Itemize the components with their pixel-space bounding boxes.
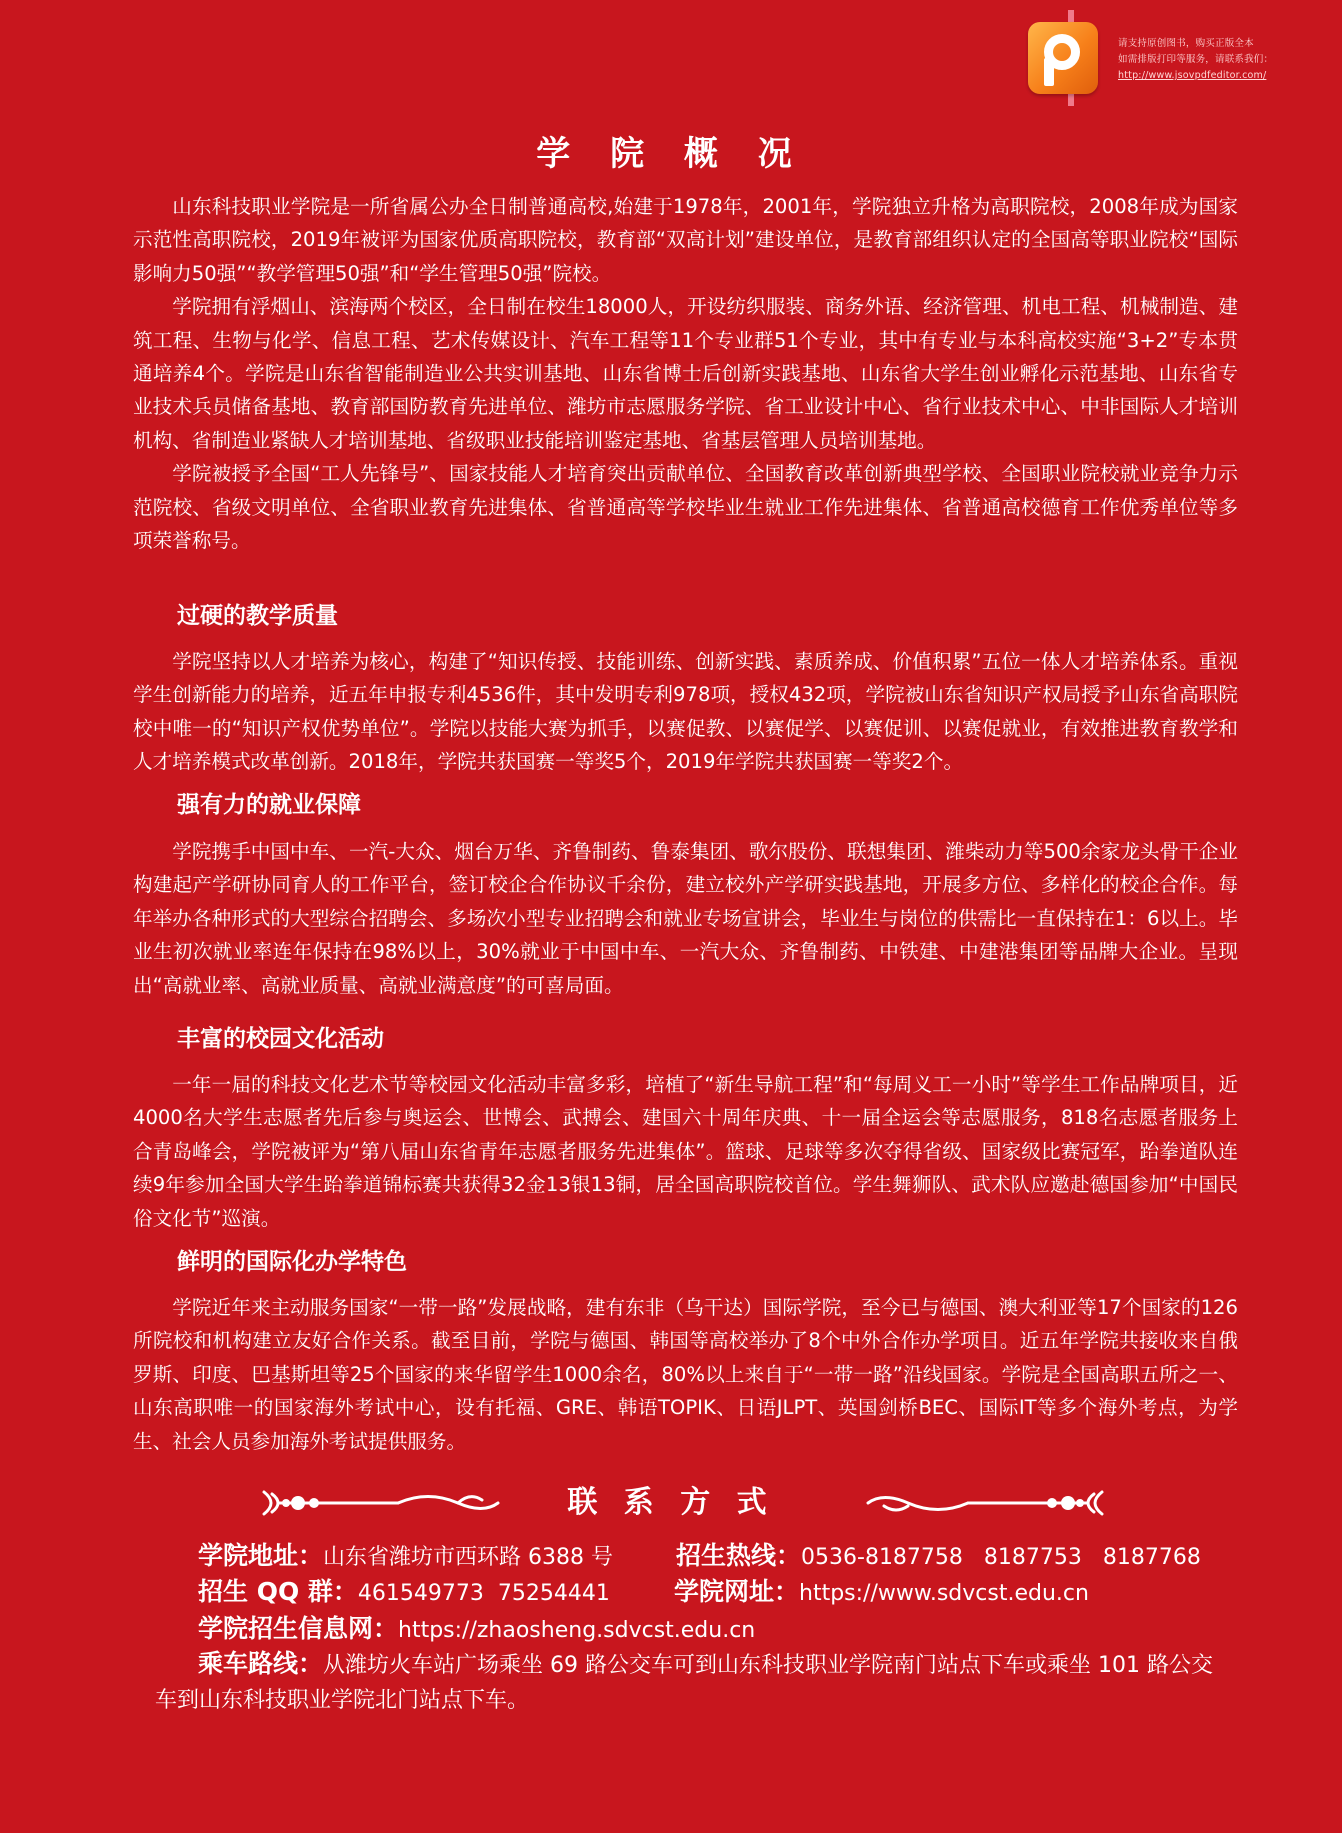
route-label: 乘车路线：: [198, 1649, 324, 1678]
hotline-label: 招生热线：: [676, 1541, 802, 1570]
intro-text: [133, 190, 1238, 557]
pdf-editor-logo-icon: [1028, 22, 1098, 94]
section-heading-campus-culture: 丰富的校园文化活动: [177, 1026, 384, 1052]
address-value: 山东省潍坊市西环路 6388 号: [323, 1545, 613, 1570]
contact-info-site: [198, 1613, 755, 1647]
section-paragraph: 一年一届的科技文化艺术节等校园文化活动丰富多彩，培植了“新生导航工程”和“每周义工一小时”等学生工作品牌项目，近4000名大学生志愿者先后参与奥运会、世博会、武搏会、建国六十周年庆典、十一届全运会等志愿服务，818名志愿者服务上合青岛峰会，学院被评为“第八届山东省青年志愿者服务先进集体”。篮球、足球等多次夺得省级、国家级比赛冠军，跆拳道队连续9年参加全国大学生跆拳道锦标赛共获得32金13银13铜，居全国高职院校首位。学生舞狮队、武术队应邀赴德国参加“中国民俗文化节”巡演。: [133, 1073, 1238, 1230]
intro-paragraph-3: 学院被授予全国“工人先锋号”、国家技能人才培育突出贡献单位、全国教育改革创新典型学校、全国职业院校就业竞争力示范院校、省级文明单位、全省职业教育先进集体、省普通高等学校毕业生就业工作先进集体、省普通高校德育工作优秀单位等多项荣誉称号。: [133, 462, 1238, 553]
intro-paragraph-1: 山东科技职业学院是一所省属公办全日制普通高校,始建于1978年，2001年，学院独立升格为高职院校，2008年成为国家示范性高职院校，2019年被评为国家优质高职院校，教育部“双高计划”建设单位，是教育部组织认定的全国高等职业院校“国际影响力50强”“教学管理50强”和“学生管理50强”院校。: [133, 195, 1238, 285]
address-label: 学院地址：: [198, 1541, 324, 1570]
section-heading-employment: 强有力的就业保障: [177, 792, 361, 818]
watermark-line-2: 如需排版打印等服务，请联系我们：: [1118, 54, 1274, 65]
section-heading-international: 鲜明的国际化办学特色: [177, 1249, 407, 1275]
section-text-teaching: [133, 645, 1238, 779]
contact-route: [155, 1646, 1227, 1718]
watermark-line-1: 请支持原创图书，购买正版全本: [1118, 38, 1254, 49]
section-paragraph: 学院携手中国中车、一汽-大众、烟台万华、齐鲁制药、鲁泰集团、歌尔股份、联想集团、潍柴动力等500余家龙头骨干企业构建起产学研协同育人的工作平台，签订校企合作协议千余份，建立校外产学研实践基地，开展多方位、多样化的校企合作。每年举办各种形式的大型综合招聘会、多场次小型专业招聘会和就业专场宣讲会，毕业生与岗位的供需比一直保持在1：6以上。毕业生初次就业率连年保持在98%以上，30%就业于中国中车、一汽大众、齐鲁制药、中铁建、中建港集团等品牌大企业。呈现出“高就业率、高就业质量、高就业满意度”的可喜局面。: [133, 840, 1238, 997]
route-value: 从潍坊火车站广场乘坐 69 路公交车可到山东科技职业学院南门站点下车或乘坐 101 路公交车到山东科技职业学院北门站点下车。: [155, 1653, 1213, 1713]
section-paragraph: 学院坚持以人才培养为核心，构建了“知识传授、技能训练、创新实践、素质养成、价值积累”五位一体人才培养体系。重视学生创新能力的培养，近五年申报专利4536件，其中发明专利978项，授权432项，学院被山东省知识产权局授予山东省高职院校中唯一的“知识产权优势单位”。学院以技能大赛为抓手，以赛促教、以赛促学、以赛促训、以赛促就业，有效推进教育教学和人才培养模式改革创新。2018年，学院共获国赛一等奖5个，2019年学院共获国赛一等奖2个。: [133, 650, 1238, 774]
watermark-text: [1118, 36, 1328, 84]
website-label: 学院网址：: [674, 1577, 800, 1606]
contact-website: [674, 1576, 1089, 1610]
contact-qq: [198, 1576, 610, 1610]
section-text-employment: [133, 835, 1238, 1002]
contact-address: [198, 1540, 613, 1574]
info-site-label: 学院招生信息网：: [198, 1614, 399, 1643]
qq-value: 461549773 75254441: [357, 1581, 610, 1606]
section-text-campus-culture: [133, 1068, 1238, 1235]
info-site-link[interactable]: https://zhaosheng.sdvcst.edu.cn: [398, 1618, 756, 1643]
qq-label: 招生 QQ 群：: [198, 1577, 358, 1606]
contact-title: 联 系 方 式: [567, 1485, 775, 1520]
section-paragraph: 学院近年来主动服务国家“一带一路”发展战略，建有东非（乌干达）国际学院，至今已与德国、澳大利亚等17个国家的126所院校和机构建立友好合作关系。截至目前，学院与德国、韩国等高校举办了8个中外合作办学项目。近五年学院共接收来自俄罗斯、印度、巴基斯坦等25个国家的来华留学生1000余名，80%以上来自于“一带一路”沿线国家。学院是全国高职五所之一、山东高职唯一的国家海外考试中心，设有托福、GRE、韩语TOPIK、日语JLPT、英国剑桥BEC、国际IT等多个海外考点，为学生、社会人员参加海外考试提供服务。: [133, 1296, 1238, 1453]
contact-hotline: [676, 1540, 1201, 1574]
section-text-international: [133, 1291, 1238, 1458]
hotline-value: 0536-8187758 8187753 8187768: [801, 1545, 1201, 1570]
section-heading-teaching: 过硬的教学质量: [177, 603, 338, 629]
page-title: 学 院 概 况: [536, 134, 806, 174]
website-link[interactable]: https://www.sdvcst.edu.cn: [799, 1581, 1089, 1606]
intro-paragraph-2: 学院拥有浮烟山、滨海两个校区，全日制在校生18000人，开设纺织服装、商务外语、经济管理、机电工程、机械制造、建筑工程、生物与化学、信息工程、艺术传媒设计、汽车工程等11个专业群51个专业，其中有专业与本科高校实施“3+2”专本贯通培养4个。学院是山东省智能制造业公共实训基地、山东省博士后创新实践基地、山东省大学生创业孵化示范基地、山东省专业技术兵员储备基地、教育部国防教育先进单位、潍坊市志愿服务学院、省工业设计中心、省行业技术中心、中非国际人才培训机构、省制造业紧缺人才培训基地、省级职业技能培训鉴定基地、省基层管理人员培训基地。: [133, 295, 1238, 452]
watermark-link[interactable]: http://www.jsovpdfeditor.com/: [1118, 70, 1267, 81]
